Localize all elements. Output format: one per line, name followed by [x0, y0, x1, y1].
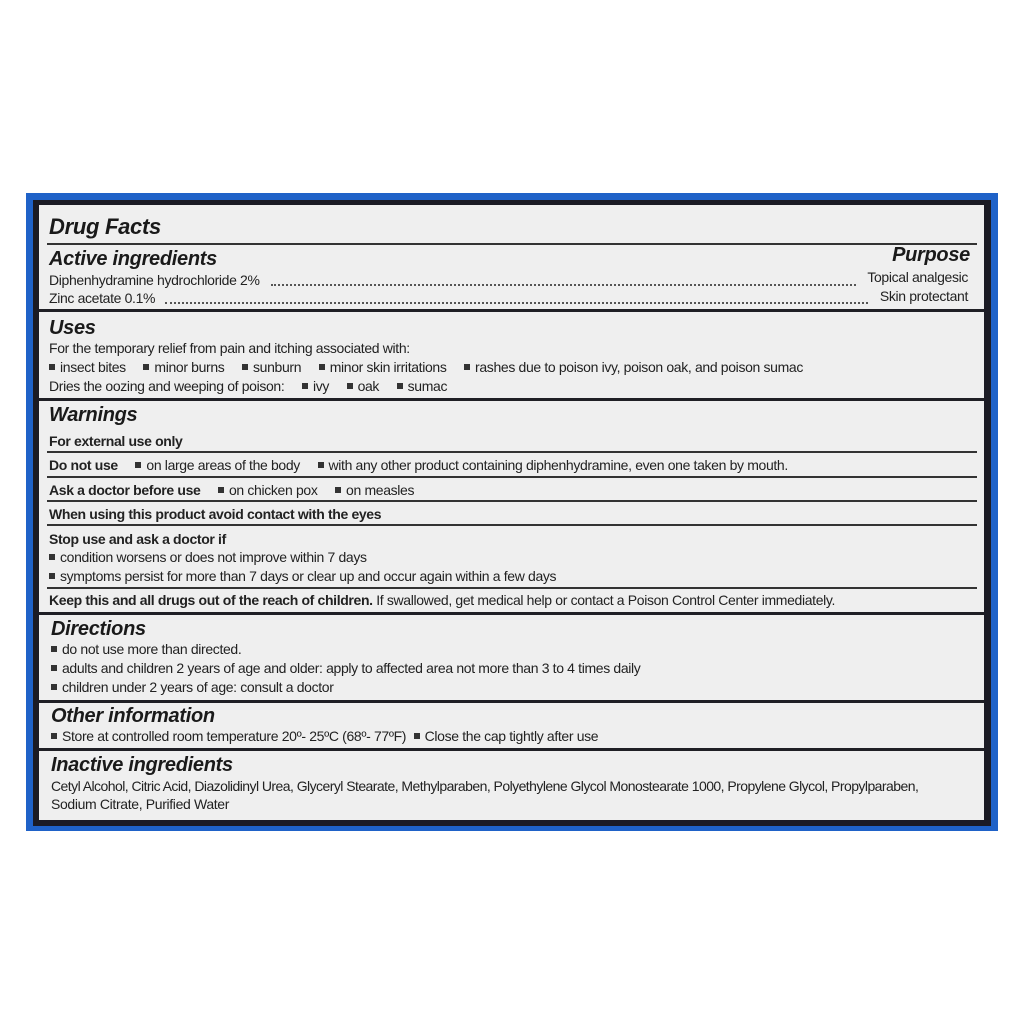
purpose-heading: Purpose	[892, 244, 970, 266]
divider	[47, 476, 977, 478]
stop-use-item: symptoms persist for more than 7 days or clear up and occur again within a few days	[49, 567, 556, 585]
active-ingredient-1: Diphenhydramine hydrochloride 2%	[49, 272, 260, 288]
divider	[47, 524, 977, 526]
leader-dots	[271, 284, 856, 286]
purpose-2: Skin protectant	[879, 288, 968, 304]
inactive-ingredients-line-2: Sodium Citrate, Purified Water	[51, 796, 230, 812]
uses-bullets	[49, 358, 803, 376]
direction-item: children under 2 years of age: consult a doctor	[51, 678, 334, 696]
use-item: insect bites	[60, 359, 126, 375]
stop-use-item: condition worsens or does not improve within 7 days	[49, 548, 367, 566]
other-information-heading: Other information	[51, 705, 215, 727]
warnings-heading: Warnings	[49, 404, 138, 426]
inactive-ingredients-line-1: Cetyl Alcohol, Citric Acid, Diazolidinyl Urea, Glyceryl Stearate, Methylparaben, Polyethylene Glycol Monostearate 1000, Propylene Glycol, Propylparaben,	[51, 778, 919, 794]
uses-dries	[49, 377, 447, 395]
active-ingredient-2: Zinc acetate 0.1%	[49, 290, 156, 306]
use-item: minor burns	[154, 359, 225, 375]
keep-out-of-reach: Keep this and all drugs out of the reach of children. If swallowed, get medical help or contact a Poison Control Center immediately.	[49, 592, 836, 608]
use-item: sunburn	[253, 359, 302, 375]
direction-item: adults and children 2 years of age and older: apply to affected area not more than 3 to 4 times daily	[51, 659, 640, 677]
section-divider	[39, 748, 984, 751]
drug-facts-panel	[39, 205, 984, 820]
purpose-1: Topical analgesic	[867, 269, 968, 285]
divider	[47, 243, 977, 245]
dries-item: ivy	[312, 378, 330, 394]
dries-label: Dries the oozing and weeping of poison:	[49, 378, 285, 394]
dries-item: sumac	[407, 378, 448, 394]
section-divider	[39, 700, 984, 703]
drug-facts-title: Drug Facts	[49, 214, 161, 239]
use-item: rashes due to poison ivy, poison oak, and poison sumac	[475, 359, 803, 375]
divider	[47, 587, 977, 589]
section-divider	[39, 612, 984, 615]
uses-heading: Uses	[49, 317, 96, 339]
active-ingredients-heading: Active ingredients	[49, 248, 217, 270]
leader-dots	[165, 302, 868, 304]
ask-doctor: Ask a doctor before use on chicken pox on measles	[49, 482, 415, 498]
stop-use-label: Stop use and ask a doctor if	[49, 531, 226, 547]
divider	[47, 500, 977, 502]
uses-intro: For the temporary relief from pain and itching associated with:	[49, 340, 410, 356]
use-item: minor skin irritations	[329, 359, 447, 375]
direction-item: do not use more than directed.	[51, 640, 241, 658]
divider	[47, 451, 977, 453]
dries-item: oak	[357, 378, 380, 394]
when-using: When using this product avoid contact with the eyes	[49, 506, 382, 522]
inactive-ingredients-heading: Inactive ingredients	[51, 754, 233, 776]
directions-heading: Directions	[51, 618, 146, 640]
section-divider	[39, 309, 984, 312]
other-information-items: Store at controlled room temperature 20º- 25ºC (68º- 77ºF) Close the cap tightly after use	[51, 727, 598, 745]
external-use: For external use only	[49, 433, 183, 449]
do-not-use: Do not use on large areas of the body with any other product containing diphenhydramine, even one taken by mouth.	[49, 457, 788, 473]
section-divider	[39, 398, 984, 401]
